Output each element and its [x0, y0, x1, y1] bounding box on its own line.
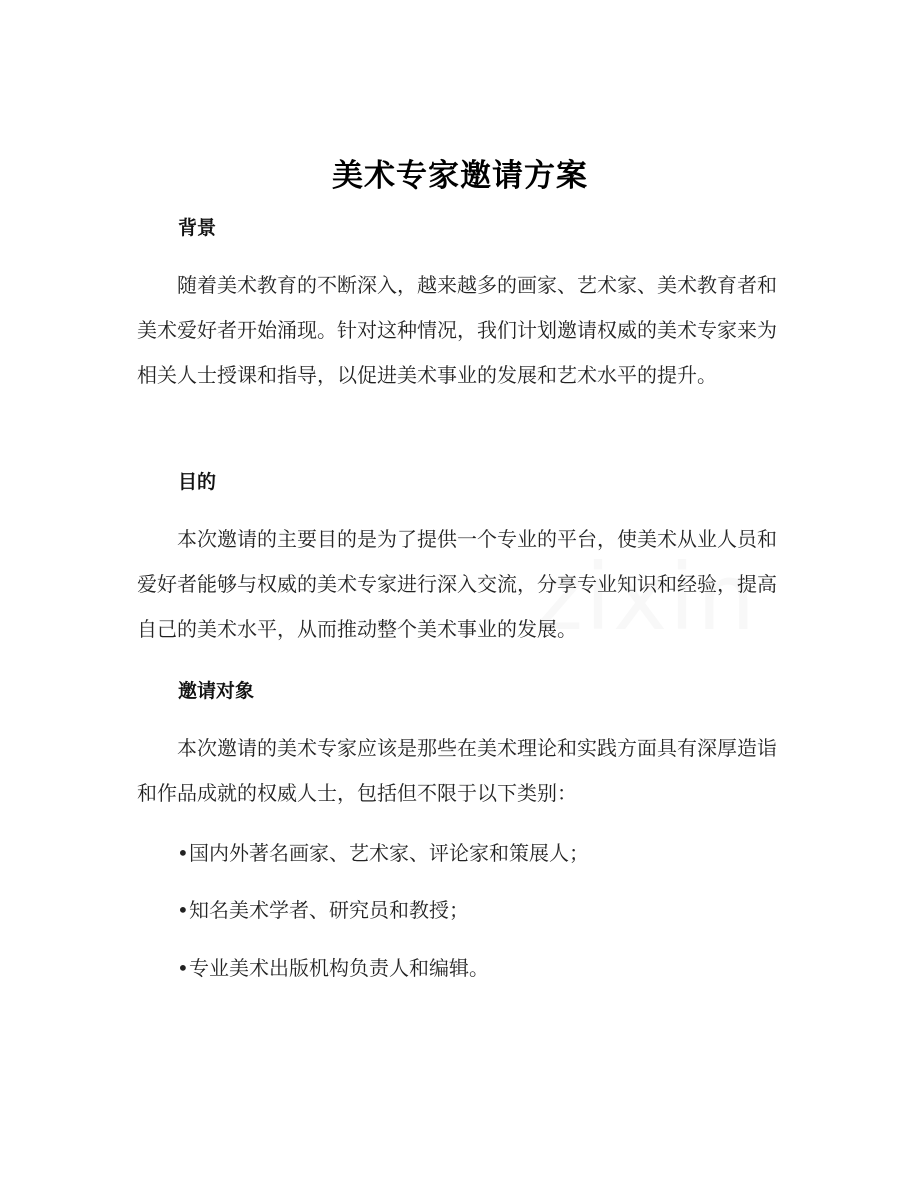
section-heading-purpose: 目的: [178, 471, 217, 493]
invitees-paragraph: 本次邀请的美术专家应该是那些在美术理论和实践方面具有深厚造诣和作品成就的权威人士，包括但不限于以下类别：: [137, 736, 777, 805]
purpose-paragraph: 本次邀请的主要目的是为了提供一个专业的平台，使美术从业人员和爱好者能够与权威的美术专家进行深入交流，分享专业知识和经验，提高自己的美术水平，从而推动整个美术事业的发展。: [137, 527, 777, 641]
list-item-text: 国内外著名画家、艺术家、评论家和策展人；: [189, 841, 589, 865]
background-paragraph: 随着美术教育的不断深入，越来越多的画家、艺术家、美术教育者和美术爱好者开始涌现。针对这种情况，我们计划邀请权威的美术专家来为相关人士授课和指导，以促进美术事业的发展和艺术水平的提升。: [137, 273, 777, 387]
bullet-marker: •: [177, 956, 189, 980]
list-item-text: 专业美术出版机构负责人和编辑。: [189, 956, 489, 980]
bullet-marker: •: [177, 841, 189, 865]
list-item: [177, 953, 489, 983]
section-heading-background: 背景: [178, 217, 217, 239]
bullet-marker: •: [177, 898, 189, 922]
list-item: [177, 895, 469, 925]
list-item: [177, 838, 589, 868]
list-item-text: 知名美术学者、研究员和教授；: [189, 898, 469, 922]
section-heading-invitees: 邀请对象: [178, 680, 255, 702]
document-title: 美术专家邀请方案: [332, 158, 588, 194]
